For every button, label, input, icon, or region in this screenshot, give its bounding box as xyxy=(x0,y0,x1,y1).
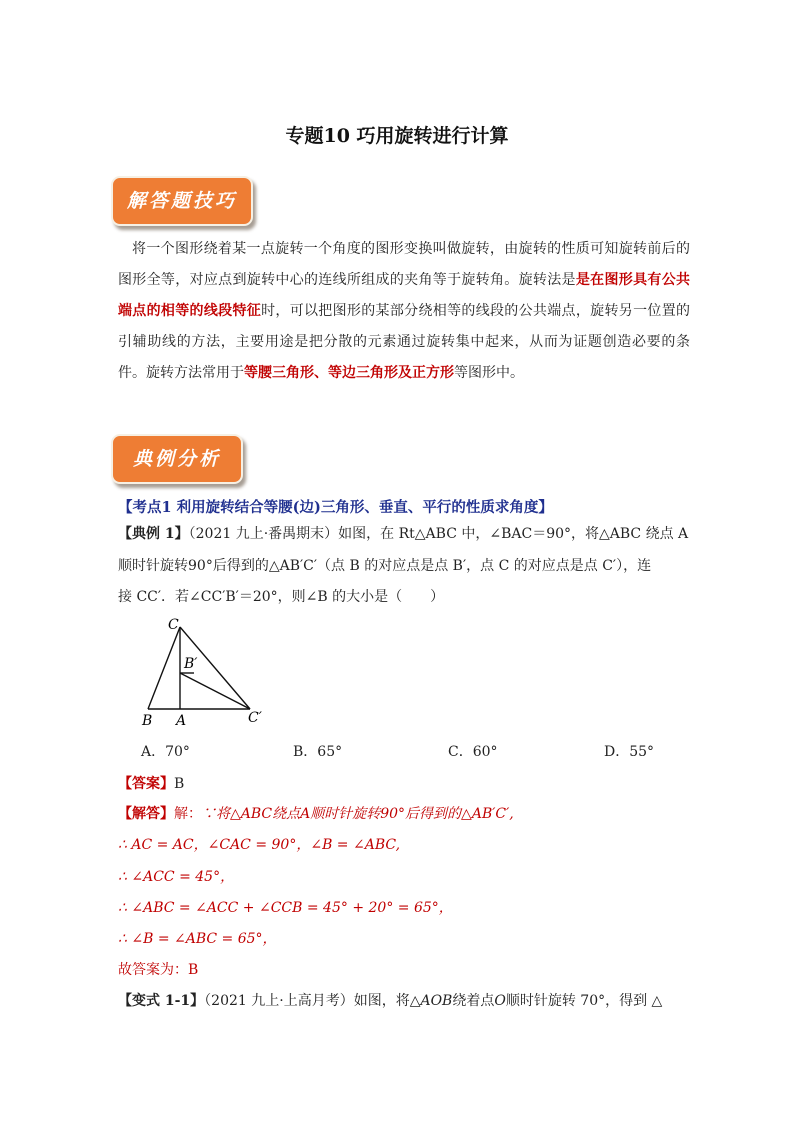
variant-end: 顺时针旋转 70°，得到 △ xyxy=(505,993,663,1009)
intro-text-1: 将一个图形绕着某一点旋转一个角度的图形变换叫做旋转，由旋转的性质可知旋转前后的图形全等，对应点到旋转中心的连线所组成的夹角等于旋转角。旋转法是 xyxy=(118,241,690,288)
intro-text-2: 时，可以把图形的某部分绕相等的线段的公共端点，旋转另一位置的引辅助线的方法，主要用途是把分散的元素通过旋转集中起来，从而为证题创造必要的条件。旋转方法常用于 xyxy=(118,303,690,381)
variant-math-1: AOB xyxy=(420,993,453,1009)
answer-line xyxy=(118,773,184,793)
option-a: A．70° xyxy=(141,744,190,760)
solution-tag: 【解答】 xyxy=(118,806,174,822)
label-C: C xyxy=(168,617,179,633)
label-B: B xyxy=(142,713,153,729)
answer-value: B xyxy=(174,776,185,792)
example-line-2: 顺时针旋转90°后得到的△AB′C′（点 B 的对应点是点 B′，点 C 的对应点是点 C′），连 xyxy=(118,558,652,574)
kaodian-heading: 【考点1 利用旋转结合等腰(边)三角形、垂直、平行的性质求角度】 xyxy=(118,499,553,516)
option-d: D．55° xyxy=(604,744,655,760)
solution-intro: 解： xyxy=(174,806,202,822)
solution-step-2: ∴ AC = AC，∠CAC = 90°，∠B = ∠ABC, xyxy=(118,837,401,853)
intro-highlight-1: 是在图形具有公共端点的相等的线段特征 xyxy=(118,272,690,319)
solution-line-1 xyxy=(118,803,514,823)
label-B-prime: B′ xyxy=(184,656,198,672)
solution-step-3: ∴ ∠ACC = 45°， xyxy=(118,869,235,885)
example-tag: 【典例 1】 xyxy=(118,526,189,542)
label-C-prime: C′ xyxy=(248,710,262,726)
solution-step-1: ∵将△ABC绕点A顺时针旋转90°后得到的△AB′C′, xyxy=(202,806,514,822)
intro-text-3: 等图形中。 xyxy=(454,365,524,381)
triangle-figure xyxy=(130,612,280,732)
section-badge-tips: 解答题技巧 xyxy=(111,176,253,226)
answer-tag: 【答案】 xyxy=(118,776,174,792)
option-b: B．65° xyxy=(293,744,343,760)
example-line-1 xyxy=(118,523,688,543)
solution-step-5: ∴ ∠B = ∠ABC = 65°， xyxy=(118,931,277,947)
intro-paragraph xyxy=(118,234,690,389)
variant-line xyxy=(118,990,662,1010)
solution-step-4: ∴ ∠ABC = ∠ACC + ∠CCB = 45° + 20° = 65°， xyxy=(118,900,453,916)
variant-tag: 【变式 1-1】 xyxy=(118,993,205,1009)
option-c: C．60° xyxy=(448,744,498,760)
example-line-3: 接 CC′．若∠CC′B′＝20°，则∠B 的大小是（ ） xyxy=(118,589,445,605)
example-text-1: （2021 九上·番禺期末）如图，在 Rt△ABC 中，∠BAC＝90°，将△ABC 绕点 A xyxy=(188,526,689,542)
variant-mid: 绕着点 xyxy=(452,993,495,1009)
solution-final: 故答案为：B xyxy=(118,962,199,978)
page-title: 专题10 巧用旋转进行计算 xyxy=(285,125,509,147)
section-badge-examples: 典例分析 xyxy=(111,434,243,484)
variant-text: （2021 九上·上高月考）如图，将△ xyxy=(204,993,421,1009)
label-A: A xyxy=(176,713,187,729)
variant-math-2: O xyxy=(494,993,506,1009)
intro-highlight-2: 等腰三角形、等边三角形及正方形 xyxy=(244,365,454,381)
